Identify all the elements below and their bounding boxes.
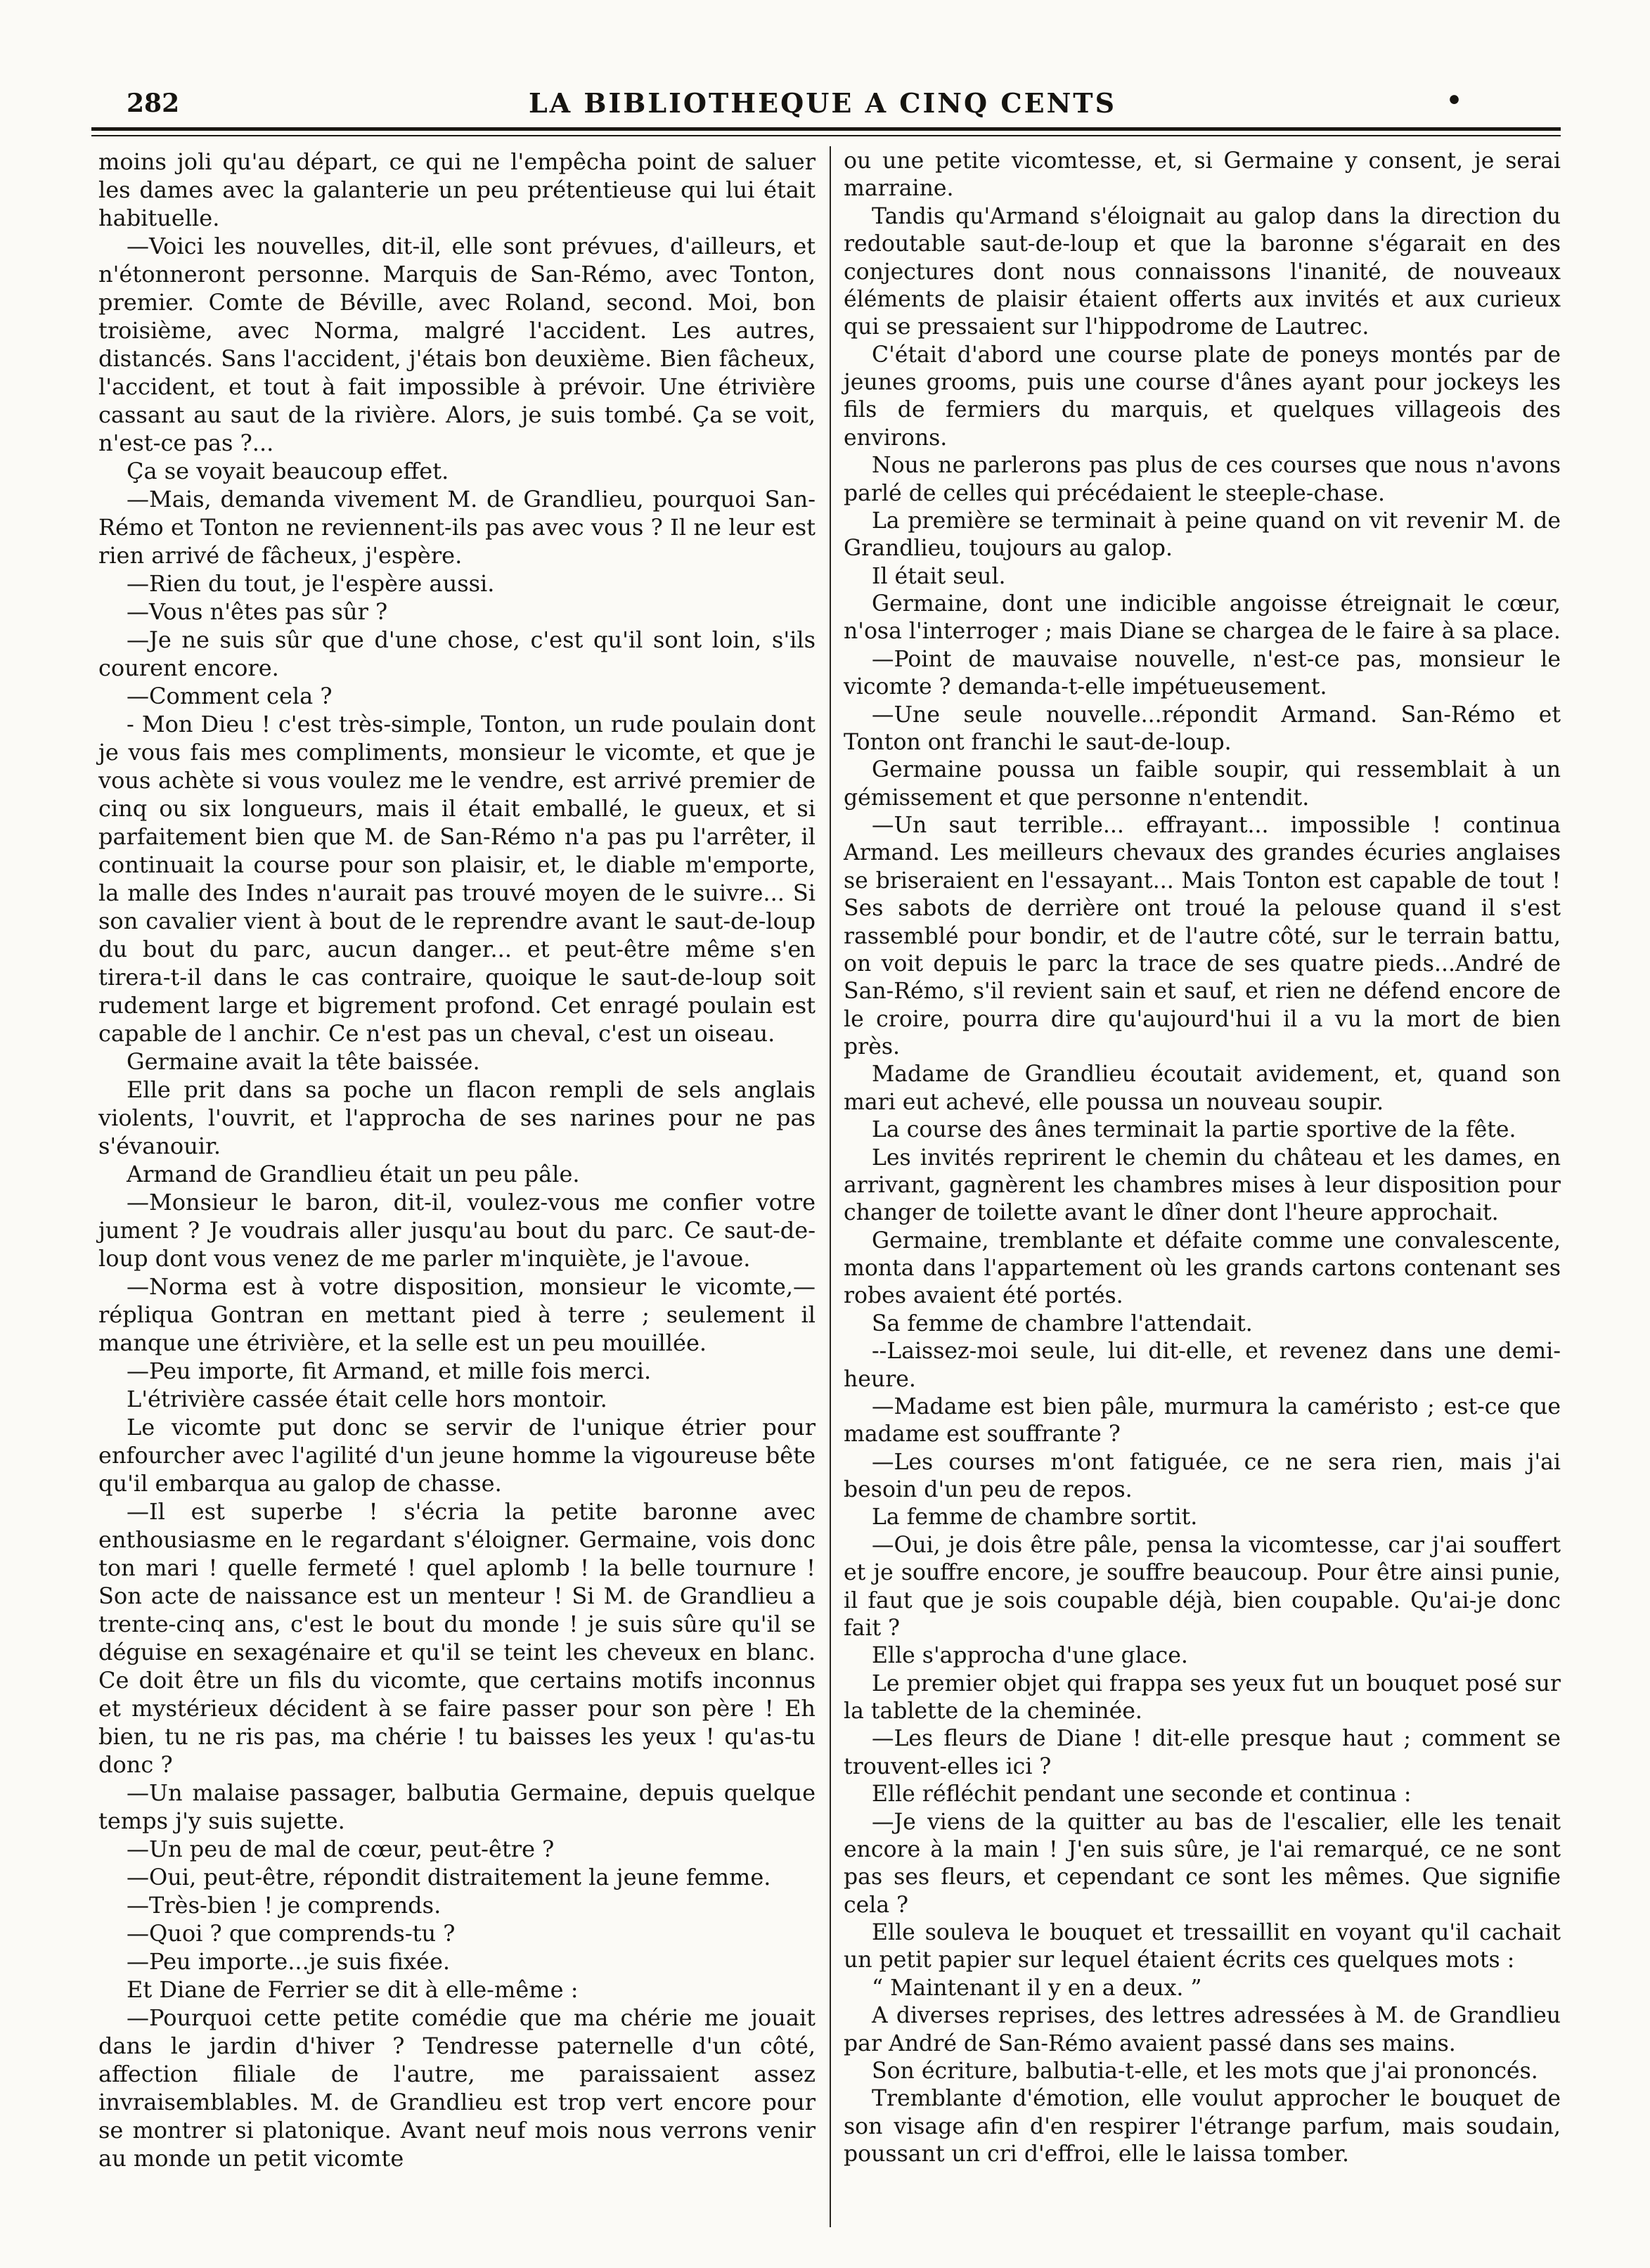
running-title: LA BIBLIOTHEQUE A CINQ CENTS bbox=[528, 87, 1117, 119]
paragraph: —Très-bien ! je comprends. bbox=[127, 1892, 441, 1919]
paragraph: --Laissez-moi seule, lui dit-elle, et revenez dans une demi-heure. bbox=[844, 1339, 1561, 1392]
paragraph: —Je ne suis sûr que d'une chose, c'est qu'il sont loin, s'ils courent encore. bbox=[98, 626, 816, 681]
paragraph: —Comment cela ? bbox=[127, 683, 333, 709]
paragraph: moins joli qu'au départ, ce qui ne l'empêcha point de saluer les dames avec la galanterie un peu prétentieuse qui lui était habituelle. bbox=[98, 148, 816, 231]
paragraph: —Monsieur le baron, dit-il, voulez-vous me confier votre jument ? Je voudrais aller jusqu'au bout du parc. Ce saut-de-loup dont vous venez de me parler m'inquiète, je l'avoue. bbox=[98, 1189, 816, 1272]
paragraph: Germaine poussa un faible soupir, qui ressemblait à un gémissement et que personne n'entendit. bbox=[844, 757, 1561, 811]
paragraph: - Mon Dieu ! c'est très-simple, Tonton, un rude poulain dont je vous fais mes compliments, monsieur le vicomte, et que je vous achète si vous voulez me le vendre, est arrivé premier de cinq ou six longueurs, mais il était emballé, le gueux, et si parfaitement bien que M. de San-Rémo n'a pas pu l'arrêter, il continuait la course pour son plaisir, et, le diable m'emporte, la malle des Indes n'aurait pas trouvé moyen de le suivre... Si son cavalier vient à bout de le reprendre avant le saut-de-loup du bout du parc, aucun danger... et peut-être même s'en tirera-t-il dans le cas contraire, quoique le saut-de-loup soit rudement large et bigrement profond. Cet enragé poulain est capable de l anchir. Ce n'est pas un cheval, c'est un oiseau. bbox=[98, 711, 816, 1047]
paragraph: —Norma est à votre disposition, monsieur le vicomte,— répliqua Gontran en mettant pied à terre ; seulement il manque une étrivière, et la selle est un peu mouillée. bbox=[98, 1273, 816, 1356]
paragraph: —Un saut terrible... effrayant... impossible ! continua Armand. Les meilleurs chevaux des grandes écuries anglaises se briseraient en l'essayant... Mais Tonton est capable de tout ! Ses sabots de derrière ont troué la pelouse quand il s'est rassemblé pour bondir, et de l'autre côté, sur le terrain battu, on voit depuis le parc la trace de ses quatre pieds...André de San-Rémo, s'il revient sain et sauf, et rien ne défend encore de le croire, pourra dire qu'aujourd'hui il a vu la mort de bien près. bbox=[844, 813, 1561, 1059]
paragraph: Elle réfléchit pendant une seconde et continua : bbox=[872, 1781, 1412, 1808]
paragraph: Elle s'approcha d'une glace. bbox=[872, 1643, 1188, 1669]
paragraph: Ça se voyait beaucoup effet. bbox=[127, 458, 449, 484]
paragraph: ou une petite vicomtesse, et, si Germaine y consent, je serai marraine. bbox=[844, 148, 1561, 202]
paragraph: Germaine, tremblante et défaite comme une convalescente, monta dans l'appartement où les grands cartons contenant ses robes avaient été portés. bbox=[844, 1228, 1561, 1309]
paragraph: Il était seul. bbox=[872, 563, 1006, 589]
left-column bbox=[98, 148, 816, 2172]
paragraph: Et Diane de Ferrier se dit à elle-même : bbox=[127, 1976, 579, 2003]
paragraph: Germaine avait la tête baissée. bbox=[127, 1048, 480, 1075]
paragraph: —Une seule nouvelle...répondit Armand. San-Rémo et Tonton ont franchi le saut-de-loup. bbox=[844, 702, 1561, 755]
paragraph: —Point de mauvaise nouvelle, n'est-ce pas, monsieur le vicomte ? demanda-t-elle impétueusement. bbox=[844, 646, 1561, 700]
paragraph: C'était d'abord une course plate de poneys montés par de jeunes grooms, puis une course d'ânes ayant pour jockeys les fils de fermiers du marquis, et quelques villageois des environs. bbox=[844, 342, 1561, 451]
right-column bbox=[844, 148, 1561, 2168]
paragraph: —Pourquoi cette petite comédie que ma chérie me jouait dans le jardin d'hiver ? Tendresse paternelle d'un côté, affection filiale de l'autre, me paraissaient assez invraisemblables. M. de Grandlieu est trop vert encore pour se montrer si platonique. Avant neuf mois nous verrons venir au monde un petit vicomte bbox=[98, 2004, 816, 2172]
header-rule-thick bbox=[91, 127, 1561, 131]
paragraph: Les invités reprirent le chemin du château et les dames, en arrivant, gagnèrent les chambres mises à leur disposition pour changer de toilette avant le dîner dont l'heure approchait. bbox=[844, 1145, 1561, 1226]
paragraph: La femme de chambre sortit. bbox=[872, 1505, 1198, 1531]
paragraph: Madame de Grandlieu écoutait avidement, et, quand son mari eut achevé, elle poussa un nouveau soupir. bbox=[844, 1062, 1561, 1115]
paragraph: —Les courses m'ont fatiguée, ce ne sera rien, mais j'ai besoin d'un peu de repos. bbox=[844, 1449, 1561, 1502]
paragraph: —Un malaise passager, balbutia Germaine, depuis quelque temps j'y suis sujette. bbox=[98, 1779, 816, 1834]
paragraph: —Quoi ? que comprends-tu ? bbox=[127, 1920, 456, 1947]
header-rule-thin bbox=[91, 135, 1561, 136]
paragraph: —Rien du tout, je l'espère aussi. bbox=[127, 570, 495, 597]
paragraph: La course des ânes terminait la partie sportive de la fête. bbox=[872, 1117, 1516, 1143]
paragraph: —Je viens de la quitter au bas de l'escalier, elle les tenait encore à la main ! J'en suis sûre, je l'ai remarqué, ce ne sont pas ses fleurs, et cependant ce sont les mêmes. Que signifie cela ? bbox=[844, 1809, 1561, 1918]
paragraph: L'étrivière cassée était celle hors montoir. bbox=[127, 1386, 607, 1412]
paragraph: —Madame est bien pâle, murmura la caméristo ; est-ce que madame est souffrante ? bbox=[844, 1393, 1561, 1448]
paragraph: —Vous n'êtes pas sûr ? bbox=[127, 598, 388, 625]
paragraph: —Mais, demanda vivement M. de Grandlieu, pourquoi San-Rémo et Tonton ne reviennent-ils pas avec vous ? Il ne leur est rien arrivé de fâcheux, j'espère. bbox=[98, 486, 816, 569]
paragraph: —Peu importe, fit Armand, et mille fois merci. bbox=[127, 1358, 652, 1384]
paragraph: —Il est superbe ! s'écria la petite baronne avec enthousiasme en le regardant s'éloigner. Germaine, vois donc ton mari ! quelle fermeté ! quel aplomb ! la belle tournure ! Son acte de naissance est un menteur ! Si M. de Grandlieu a trente-cinq ans, c'est le bout du monde ! je suis sûre qu'il se déguise en sexagénaire et qu'il se teint les cheveux en blanc. Ce doit être un fils du vicomte, que certains motifs inconnus et mystérieux décident à se faire passer pour son père ! Eh bien, tu ne ris pas, ma chérie ! tu baisses les yeux ! qu'as-tu donc ? bbox=[98, 1498, 816, 1778]
paragraph: Elle prit dans sa poche un flacon rempli de sels anglais violents, l'ouvrit, et l'approcha de ses narines pour ne pas s'évanouir. bbox=[98, 1076, 816, 1159]
header-ornament: • bbox=[1445, 86, 1462, 115]
column-divider bbox=[830, 146, 831, 2227]
paragraph: “ Maintenant il y en a deux. ” bbox=[872, 1975, 1202, 2001]
paragraph: Tandis qu'Armand s'éloignait au galop dans la direction du redoutable saut-de-loup et que la baronne s'égarait en des conjectures dont nous connaissons l'inanité, de nouveaux éléments de plaisir étaient offerts aux invités et aux curieux qui se pressaient sur l'hippodrome de Lautrec. bbox=[844, 203, 1561, 340]
paragraph: —Oui, je dois être pâle, pensa la vicomtesse, car j'ai souffert et je souffre encore, je souffre beaucoup. Pour être ainsi punie, il faut que je sois coupable déjà, bien coupable. Qu'ai-je donc fait ? bbox=[844, 1532, 1561, 1641]
paragraph: —Oui, peut-être, répondit distraitement la jeune femme. bbox=[127, 1864, 771, 1890]
paragraph: Le vicomte put donc se servir de l'unique étrier pour enfourcher avec l'agilité d'un jeune homme la vigoureuse bête qu'il embarqua au galop de chasse. bbox=[98, 1414, 816, 1497]
paragraph: —Les fleurs de Diane ! dit-elle presque haut ; comment se trouvent-elles ici ? bbox=[844, 1726, 1561, 1779]
paragraph: La première se terminait à peine quand on vit revenir M. de Grandlieu, toujours au galop. bbox=[844, 508, 1561, 562]
paragraph: Nous ne parlerons pas plus de ces courses que nous n'avons parlé de celles qui précédaient le steeple-chase. bbox=[844, 453, 1561, 506]
paragraph: Son écriture, balbutia-t-elle, et les mots que j'ai prononcés. bbox=[872, 2058, 1538, 2084]
paragraph: Le premier objet qui frappa ses yeux fut un bouquet posé sur la tablette de la cheminée. bbox=[844, 1670, 1561, 1724]
paragraph: Armand de Grandlieu était un peu pâle. bbox=[127, 1161, 580, 1187]
paragraph: Germaine, dont une indicible angoisse étreignait le cœur, n'osa l'interroger ; mais Diane se chargea de le faire à sa place. bbox=[844, 591, 1561, 645]
paragraph: —Voici les nouvelles, dit-il, elle sont prévues, d'ailleurs, et n'étonneront personne. Marquis de San-Rémo, avec Tonton, premier. Comte de Béville, avec Roland, second. Moi, bon troisième, avec Norma, malgré l'accident. Les autres, distancés. Sans l'accident, j'étais bon deuxième. Bien fâcheux, l'accident, et tout à fait impossible à prévoir. Une étrivière cassant au saut de la rivière. Alors, je suis tombé. Ça se voit, n'est-ce pas ?... bbox=[98, 233, 816, 456]
paragraph: A diverses reprises, des lettres adressées à M. de Grandlieu par André de San-Rémo avaient passé dans ses mains. bbox=[844, 2003, 1561, 2056]
paragraph: —Un peu de mal de cœur, peut-être ? bbox=[127, 1836, 555, 1862]
page-number: 282 bbox=[127, 89, 180, 118]
paragraph: Tremblante d'émotion, elle voulut approcher le bouquet de son visage afin d'en respirer l'étrange parfum, mais soudain, poussant un cri d'effroi, elle le laissa tomber. bbox=[844, 2086, 1561, 2167]
page-header bbox=[91, 83, 1554, 132]
paragraph: Elle souleva le bouquet et tressaillit en voyant qu'il cachait un petit papier sur lequel étaient écrits ces quelques mots : bbox=[844, 1920, 1561, 1973]
paragraph: Sa femme de chambre l'attendait. bbox=[872, 1310, 1253, 1336]
paragraph: —Peu importe...je suis fixée. bbox=[127, 1948, 451, 1975]
